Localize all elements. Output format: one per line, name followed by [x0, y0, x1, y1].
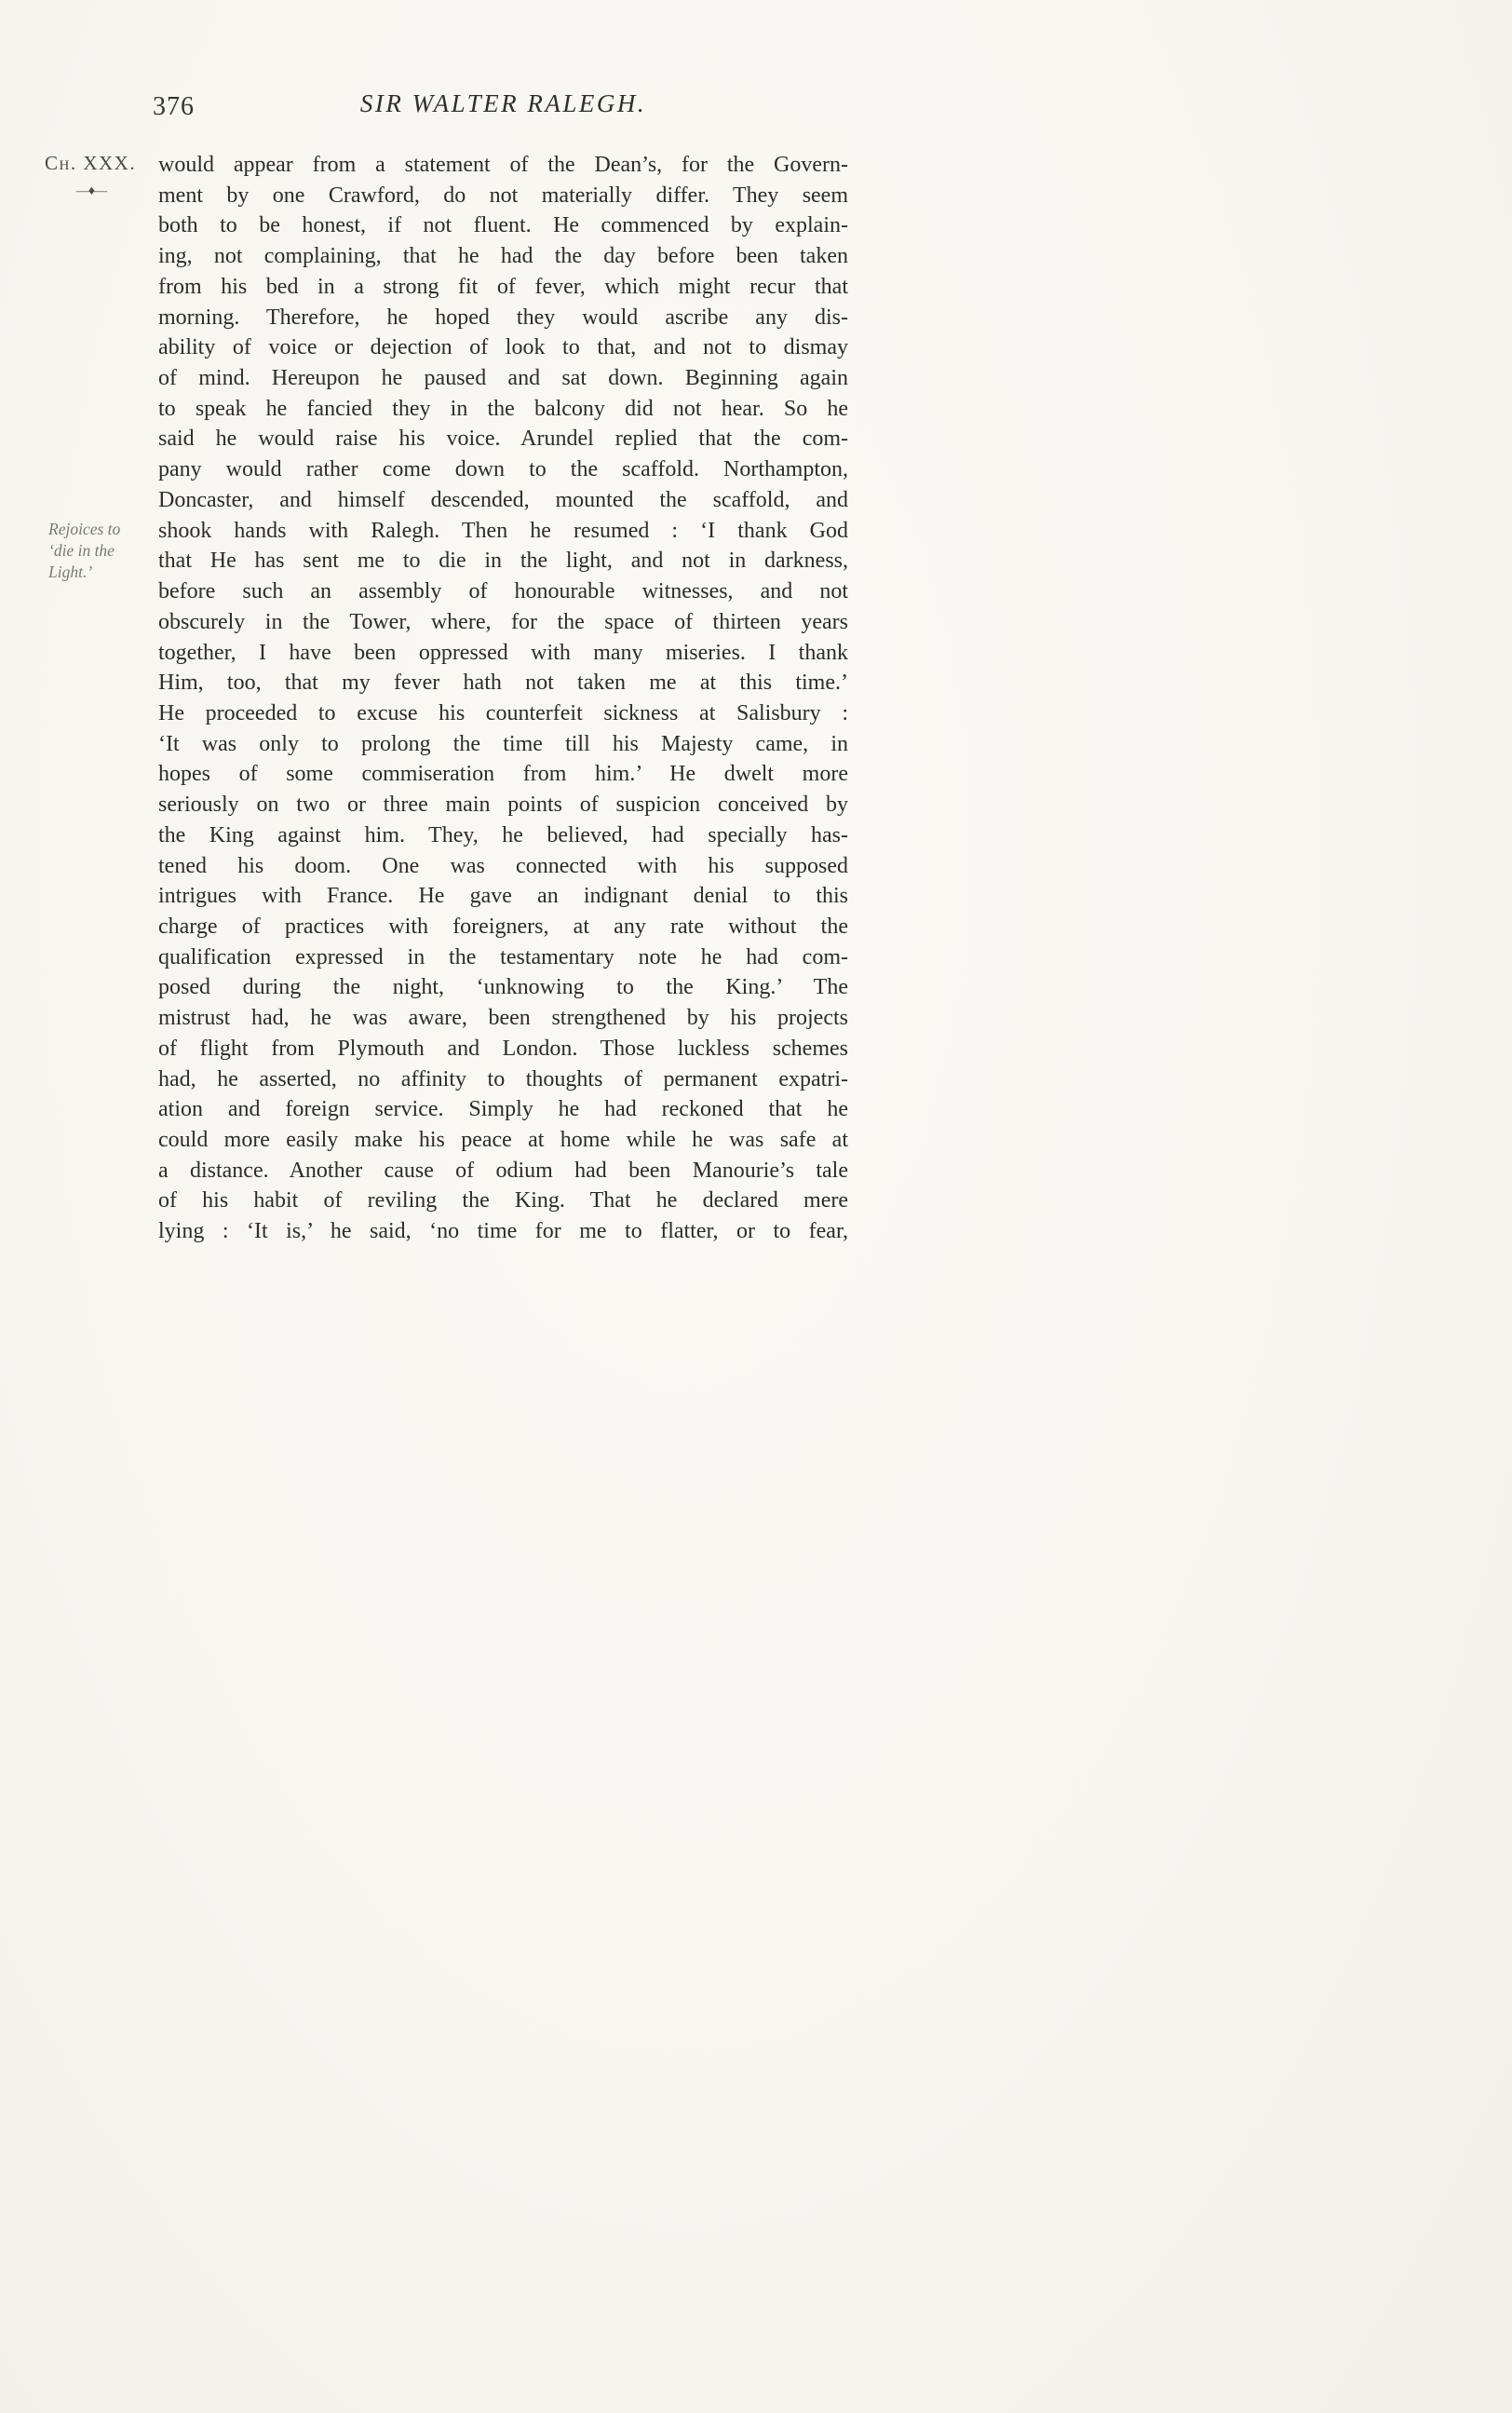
text-line: of mind. Hereupon he paused and sat down. Beginning again	[158, 366, 848, 391]
text-line: ation and foreign service. Simply he had reckoned that he	[158, 1097, 848, 1122]
text-line: that He has sent me to die in the light, and not in darkness,	[158, 549, 848, 574]
text-line: shook hands with Ralegh. Then he resumed : ‘I thank God	[158, 518, 848, 543]
marginalia	[45, 152, 155, 581]
text-line: qualification expressed in the testamentary note he had com-	[158, 944, 848, 969]
text-line: charge of practices with foreigners, at any rate without the	[158, 914, 848, 939]
text-line: ‘It was only to prolong the time till his Majesty came, in	[158, 731, 848, 756]
text-line: morning. Therefore, he hoped they would ascribe any dis-	[158, 305, 848, 330]
text-line: a distance. Another cause of odium had been Manourie’s tale	[158, 1158, 848, 1183]
text-line: ing, not complaining, that he had the day before been taken	[158, 244, 848, 269]
text-line: lying : ‘It is,’ he said, ‘no time for me to flatter, or to fear,	[158, 1219, 848, 1244]
text-line: He proceeded to excuse his counterfeit sickness at Salisbury :	[158, 700, 848, 725]
sidenote-line: ‘die in the	[48, 541, 115, 560]
text-line: said he would raise his voice. Arundel replied that the com-	[158, 427, 848, 452]
text-line: tened his doom. One was connected with his supposed	[158, 853, 848, 878]
chapter-label: Ch. XXX.	[45, 152, 137, 174]
text-line: hopes of some commiseration from him.’ He dwelt more	[158, 762, 848, 787]
text-line: to speak he fancied they in the balcony did not hear. So he	[158, 396, 848, 421]
text-line: together, I have been oppressed with many miseries. I thank	[158, 640, 848, 665]
section-ornament: —♦—	[75, 184, 107, 198]
text-line: would appear from a statement of the Dean’s, for the Govern-	[158, 153, 848, 177]
text-line: before such an assembly of honourable witnesses, and not	[158, 579, 848, 604]
text-line: Him, too, that my fever hath not taken me at this time.’	[158, 671, 848, 696]
text-line: obscurely in the Tower, where, for the space of thirteen years	[158, 609, 848, 634]
sidenote	[48, 519, 158, 583]
text-line: from his bed in a strong fit of fever, which might recur that	[158, 274, 848, 299]
sidenote-line: Light.’	[48, 563, 93, 581]
text-line: of flight from Plymouth and London. Those luckless schemes	[158, 1036, 848, 1061]
text-line: both to be honest, if not fluent. He commenced by explain-	[158, 213, 848, 238]
text-line: could more easily make his peace at home while he was safe at	[158, 1128, 848, 1152]
text-line: ability of voice or dejection of look to that, and not to dismay	[158, 335, 848, 360]
text-line: the King against him. They, he believed, had specially has-	[158, 822, 848, 847]
page-header	[153, 89, 848, 129]
text-line: seriously on two or three main points of suspicion conceived by	[158, 793, 848, 818]
running-title: SIR WALTER RALEGH.	[359, 89, 647, 117]
sidenote-line: Rejoices to	[48, 520, 121, 538]
text-line: mistrust had, he was aware, been strengthened by his projects	[158, 1006, 848, 1031]
body-text	[158, 150, 848, 1247]
text-line: ment by one Crawford, do not materially differ. They seem	[158, 183, 848, 208]
text-line: of his habit of reviling the King. That he declared mere	[158, 1188, 848, 1213]
text-line: Doncaster, and himself descended, mounted the scaffold, and	[158, 487, 848, 512]
text-line: had, he asserted, no affinity to thoughts of permanent expatri-	[158, 1066, 848, 1091]
page-number: 376	[153, 92, 195, 121]
text-line: posed during the night, ‘unknowing to the King.’ The	[158, 975, 848, 1000]
text-line: pany would rather come down to the scaffold. Northampton,	[158, 457, 848, 482]
text-line: intrigues with France. He gave an indignant denial to this	[158, 884, 848, 909]
